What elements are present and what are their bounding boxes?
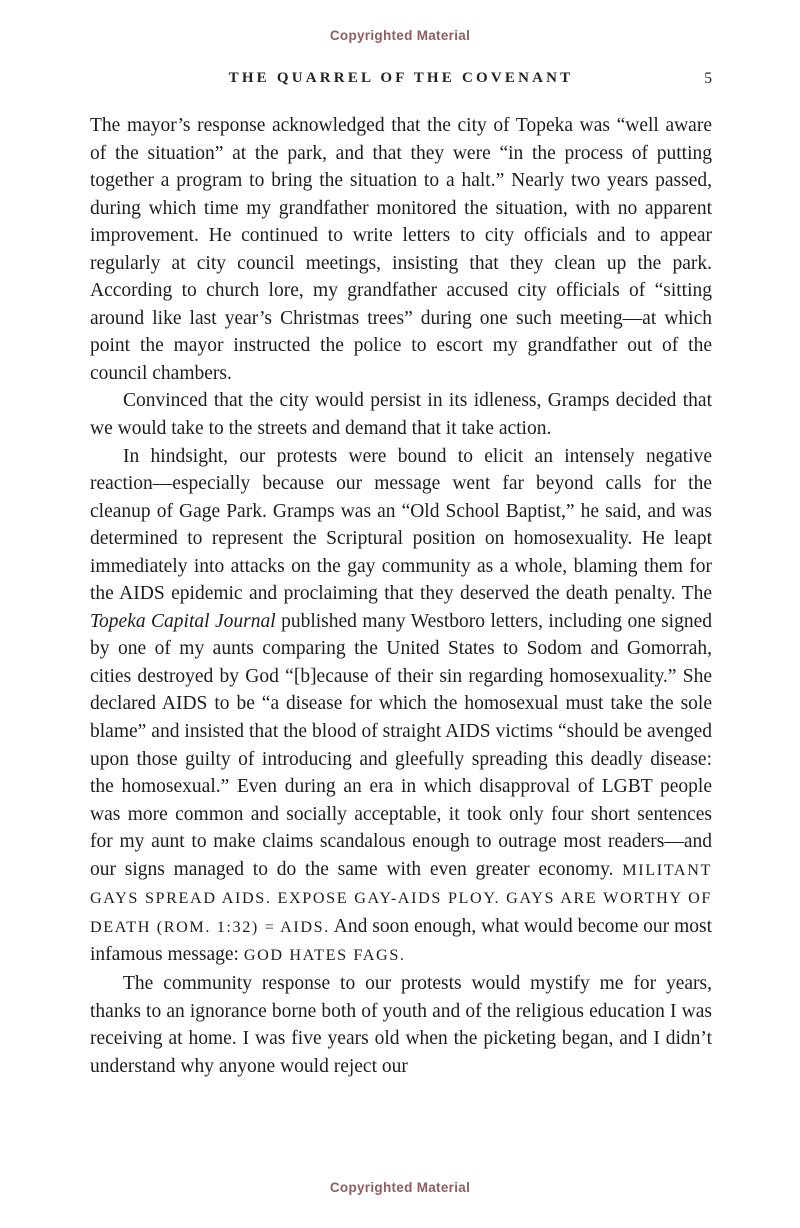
text-run: published many Westboro letters, including one signed by one of my aunts comparing the United States to Sodom and Gomorrah, cities destroyed by God “[b]ecause of their sin regarding homosexuality.” She declared AIDS to be “a disease for which the homosexual must take the sole blame” and insisted that the blood of straight AIDS victims “should be avenged upon those guilty of introducing and gleefully spreading this deadly disease: the homosexual.” Even during an era in which disapproval of LGBT people was more common and socially acceptable, it took only four short sentences for my aunt to make claims scandalous enough to outrage most readers—and our signs managed to do the same with even greater economy. bbox=[90, 610, 712, 880]
chapter-title: THE QUARREL OF THE COVENANT bbox=[228, 70, 574, 86]
running-header bbox=[90, 70, 712, 87]
copyright-notice-bottom: Copyrighted Material bbox=[329, 1180, 471, 1195]
text-run: And soon enough, what would become our most infamous message: bbox=[90, 915, 712, 966]
text-run: In hindsight, our protests were bound to elicit an intensely negative reaction—especially because our message went far beyond calls for the cleanup of Gage Park. Gramps was an “Old School Baptist,” he said, and was determined to represent the Scriptural position on homosexuality. He leapt immediately into attacks on the gay community as a whole, blaming them for the AIDS epidemic and proclaiming that they deserved the death penalty. The bbox=[90, 445, 712, 605]
paragraph bbox=[90, 443, 712, 970]
paragraph bbox=[90, 112, 712, 387]
copyright-notice-top: Copyrighted Material bbox=[329, 28, 471, 43]
page-number: 5 bbox=[704, 70, 712, 87]
text-run: The community response to our protests would mystify me for years, thanks to an ignorance borne both of youth and of the religious education I was receiving at home. I was five years old when the picketing began, and I didn’t understand why anyone would reject our bbox=[90, 972, 712, 1077]
page-body bbox=[90, 112, 712, 1080]
text-run-italic: Topeka Capital Journal bbox=[90, 610, 276, 632]
text-run-smallcaps: GOD HATES FAGS. bbox=[243, 946, 406, 965]
text-run-smallcaps: MILITANT GAYS SPREAD AIDS. EXPOSE GAY-AIDS PLOY. GAYS ARE WORTHY OF DEATH (ROM. 1:32) = AIDS. bbox=[90, 860, 712, 936]
paragraph bbox=[90, 387, 712, 442]
text-run: The mayor’s response acknowledged that the city of Topeka was “well aware of the situation” at the park, and that they were “in the process of putting together a program to bring the situation to a halt.” Nearly two years passed, during which time my grandfather monitored the situation, with no apparent improvement. He continued to write letters to city officials and to appear regularly at city council meetings, insisting that they clean up the park. According to church lore, my grandfather accused city officials of “sitting around like last year’s Christmas trees” during one such meeting—at which point the mayor instructed the police to escort my grandfather out of the council chambers. bbox=[90, 115, 712, 384]
text-run: Convinced that the city would persist in its idleness, Gramps decided that we would take to the streets and demand that it take action. bbox=[90, 390, 712, 440]
paragraph bbox=[90, 970, 712, 1080]
